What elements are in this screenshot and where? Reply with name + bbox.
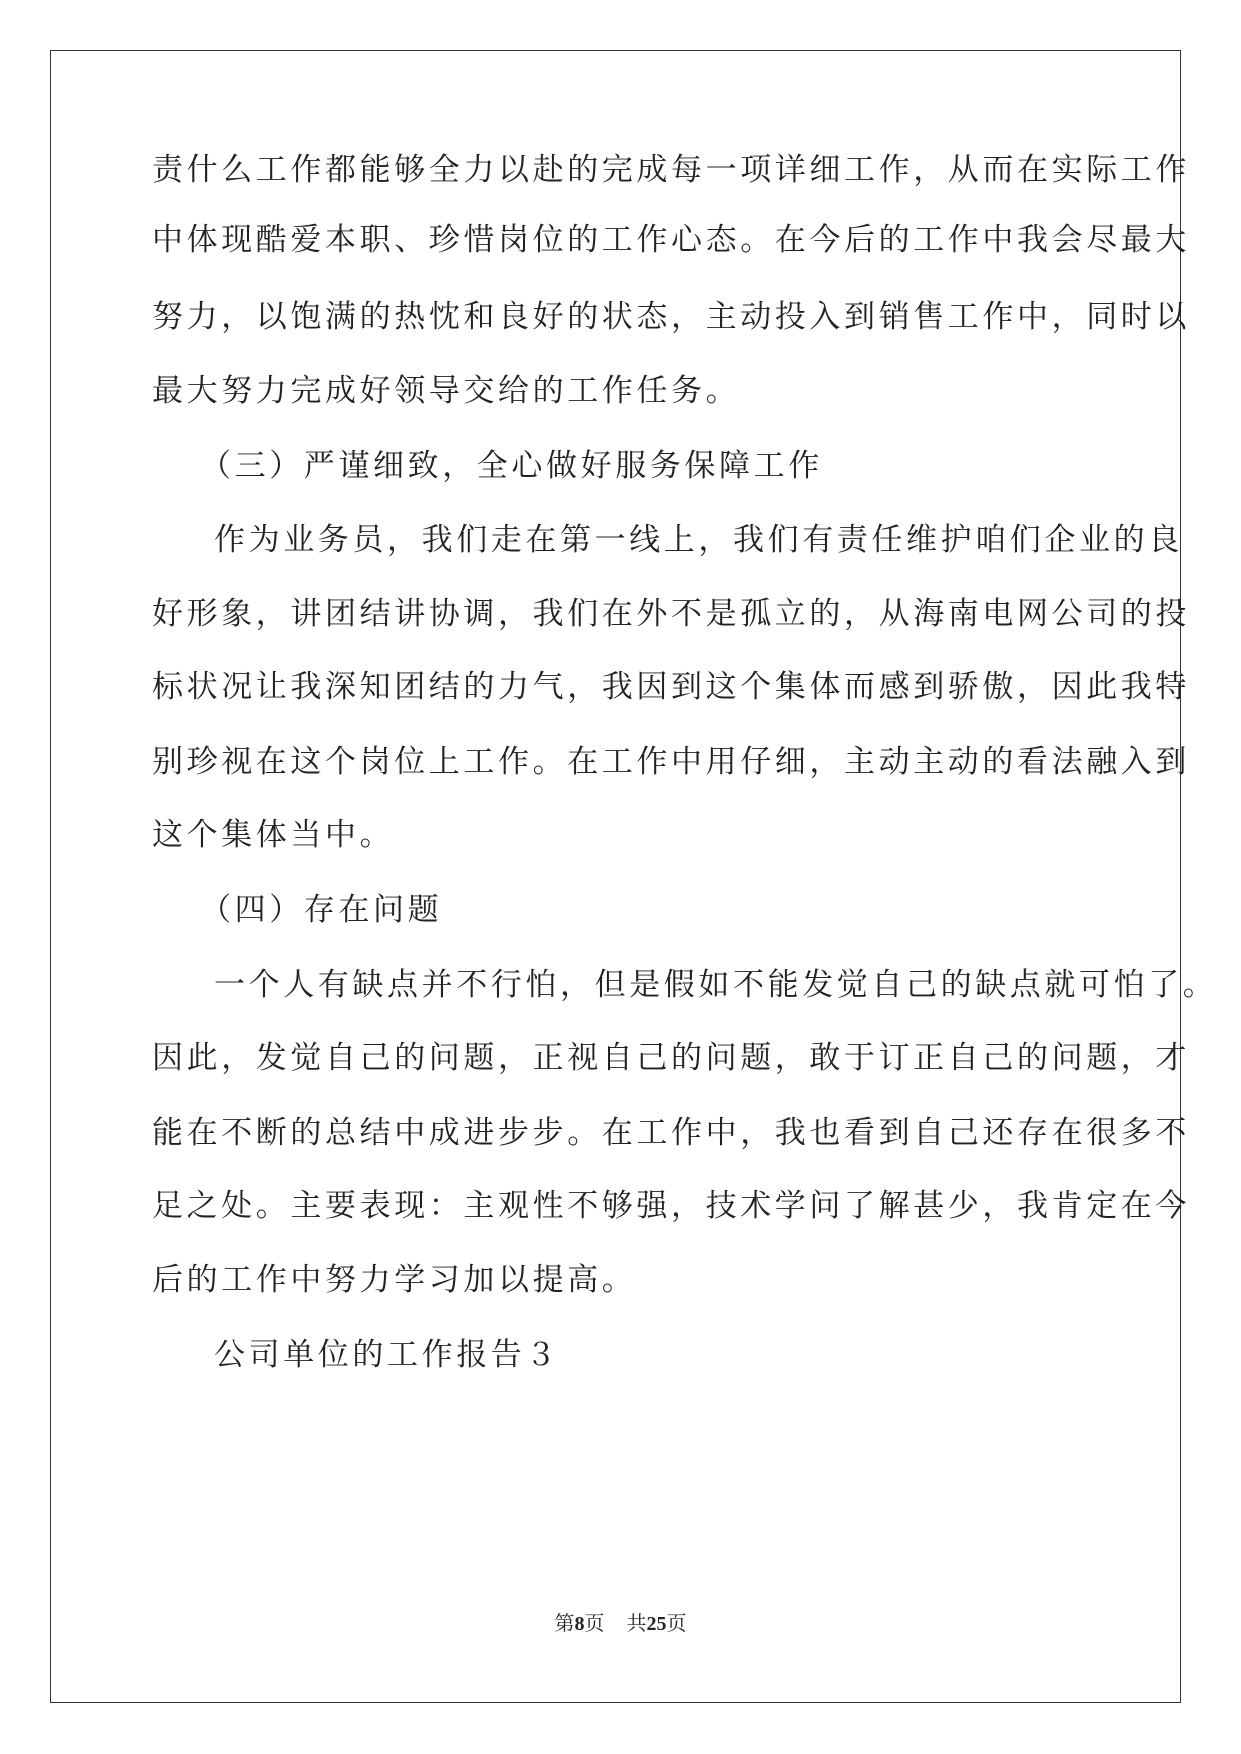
current-page-number: 8 [574, 1613, 585, 1635]
text-line: 因此，发觉自己的问题，正视自己的问题，敢于订正自己的问题，才 [152, 1040, 1190, 1076]
total-prefix: 共 [626, 1613, 647, 1635]
text-line: 中体现酷爱本职、珍惜岗位的工作心态。在今后的工作中我会尽最大 [152, 222, 1190, 258]
section-heading: （三）严谨细致，全心做好服务保障工作 [200, 448, 823, 484]
total-page-number: 25 [646, 1613, 667, 1635]
page-footer [0, 1612, 1241, 1636]
text-line: 标状况让我深知团结的力气，我因到这个集体而感到骄傲，因此我特 [152, 669, 1190, 705]
text-line: 作为业务员，我们走在第一线上，我们有责任维护咱们企业的良 [214, 522, 1183, 558]
page-suffix: 页 [584, 1613, 605, 1635]
text-line: 后的工作中努力学习加以提高。 [152, 1262, 637, 1298]
section-heading: （四）存在问题 [200, 892, 443, 928]
text-line: 别珍视在这个岗位上工作。在工作中用仔细，主动主动的看法融入到 [152, 744, 1190, 780]
page-prefix: 第 [554, 1613, 575, 1635]
text-line: 足之处。主要表现：主观性不够强，技术学问了解甚少，我肯定在今 [152, 1188, 1190, 1224]
text-line: 这个集体当中。 [152, 817, 395, 853]
text-line: 能在不断的总结中成进步步。在工作中，我也看到自己还存在很多不 [152, 1115, 1190, 1151]
text-line: 好形象，讲团结讲协调，我们在外不是孤立的，从海南电网公司的投 [152, 596, 1190, 632]
total-suffix: 页 [666, 1613, 687, 1635]
text-line: 一个人有缺点并不行怕，但是假如不能发觉自己的缺点就可怕了。 [214, 967, 1218, 1003]
text-line: 最大努力完成好领导交给的工作任务。 [152, 373, 741, 409]
report-title: 公司单位的工作报告３ [214, 1337, 560, 1373]
text-line: 责什么工作都能够全力以赴的完成每一项详细工作，从而在实际工作 [152, 152, 1190, 188]
text-line: 努力，以饱满的热忱和良好的状态，主动投入到销售工作中，同时以 [152, 299, 1190, 335]
